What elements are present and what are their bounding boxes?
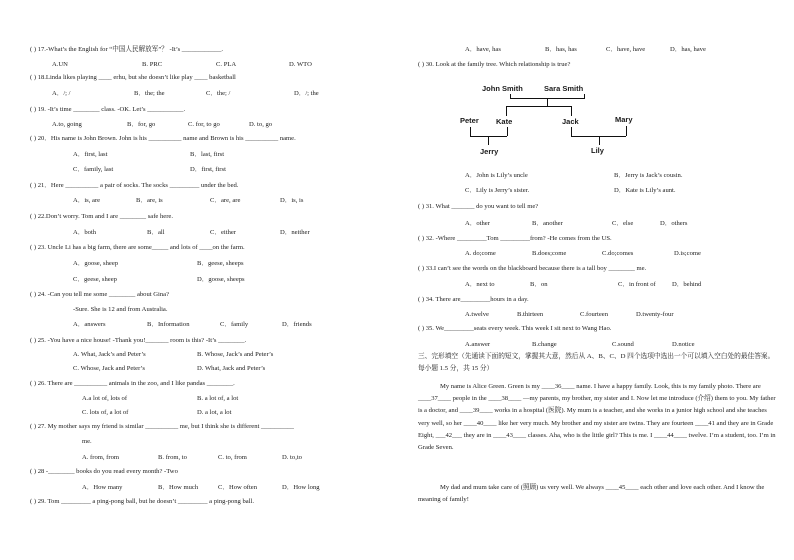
q31-opt-c[interactable]: C．else xyxy=(612,220,634,227)
q32-opt-d[interactable]: D.is;come xyxy=(674,250,701,257)
q25-opt-c[interactable]: C. Whose, Jack and Peter’s xyxy=(73,365,145,372)
q34-opt-c[interactable]: C.fourteen xyxy=(580,311,609,318)
q30-opt-c[interactable]: C．Lily is Jerry’s sister. xyxy=(465,187,530,194)
q21-opt-a[interactable]: A．is, are xyxy=(73,197,101,204)
q17-opt-c[interactable]: C. PLA xyxy=(216,61,237,68)
tree-sara-smith: Sara Smith xyxy=(544,84,584,93)
q34-opt-d[interactable]: D.twenty-four xyxy=(636,311,674,318)
q24-stem-reply: -Sure. She is 12 and from Australia. xyxy=(73,306,168,313)
q35-opt-a[interactable]: A.answer xyxy=(465,341,491,348)
q30-opt-d[interactable]: D．Kate is Lily’s aunt. xyxy=(614,187,676,194)
q35-opt-d[interactable]: D.notice xyxy=(672,341,695,348)
tree-line xyxy=(547,98,548,106)
q17-opt-b[interactable]: B. PRC xyxy=(142,61,163,68)
q24-opt-a[interactable]: A．answers xyxy=(73,321,106,328)
tree-jack: Jack xyxy=(562,117,579,126)
q20-opt-b[interactable]: B．last, first xyxy=(190,151,225,158)
tree-mary: Mary xyxy=(615,115,633,124)
q30-opt-b[interactable]: B．Jerry is Jack’s cousin. xyxy=(614,172,683,179)
q20-opt-d[interactable]: D．first, first xyxy=(190,166,226,173)
q22-opt-b[interactable]: B．all xyxy=(147,229,165,236)
q30-opt-a[interactable]: A．John is Lily’s uncle xyxy=(465,172,528,179)
q19-opt-a[interactable]: A.to, going xyxy=(52,121,82,128)
q28-opt-d[interactable]: D．How long xyxy=(282,484,320,491)
q27-stem: ( ) 27. My mother says my friend is similar __________ me, but I think she is different __________ xyxy=(30,423,294,430)
q26-opt-d[interactable]: D. a lot, a lot xyxy=(197,409,232,416)
q31-opt-b[interactable]: B．another xyxy=(532,220,563,227)
q26-opt-c[interactable]: C. lots of, a lot of xyxy=(82,409,129,416)
q31-opt-a[interactable]: A．other xyxy=(465,220,490,227)
tree-kate: Kate xyxy=(496,117,513,126)
q19-opt-b[interactable]: B．for, go xyxy=(127,121,156,128)
tree-line xyxy=(599,136,600,145)
q32-stem: ( ) 32. -Where _________Tom _________from? -He comes from the US. xyxy=(418,235,612,242)
q27-opt-b[interactable]: B. from, to xyxy=(158,454,187,461)
q28-opt-a[interactable]: A．How many xyxy=(82,484,123,491)
tree-line xyxy=(571,106,572,116)
cloze-paragraph-1: My name is Alice Green. Green is my ____36____ name. I have a happy family. Look, this is my family photo. There are ____37____ people in the ____38____ —my parents, my brother, my sister and I. Now let me introduce (介绍) them to you. My father is a doctor, and ____39____ works in a hospital (医院). My mum is a teacher, and she works in a junior high school and she teaches very well, so her ____40____ like her very much. My brother and my sister are twins. They are fourteen ____41 and they are in Grade Eight, ___42___ they are in ____43____ classes. Aha, who is the little girl? This is me. I ____44____ twelve. I’m a student, too. I’m in Grade Seven. xyxy=(418,383,776,452)
q23-opt-b[interactable]: B．geese, sheeps xyxy=(197,260,244,267)
q23-opt-c[interactable]: C．geese, sheep xyxy=(73,276,117,283)
q19-opt-c[interactable]: C. for, to go xyxy=(188,121,220,128)
q29-opt-b[interactable]: B．has, has xyxy=(545,46,577,53)
q33-opt-a[interactable]: A．next to xyxy=(465,281,495,288)
q32-opt-a[interactable]: A. do;come xyxy=(465,250,496,257)
q29-opt-a[interactable]: A．have, has xyxy=(465,46,501,53)
q35-opt-b[interactable]: B.change xyxy=(532,341,557,348)
q25-opt-b[interactable]: B. Whose, Jack’s and Peter’s xyxy=(197,351,274,358)
q22-stem: ( ) 22.Don’t worry. Tom and I are ________ safe here. xyxy=(30,213,173,220)
q35-stem: ( ) 35. We_________seats every week. This week I sit next to Wang Hao. xyxy=(418,325,612,332)
q23-stem: ( ) 23. Uncle Li has a big farm, there are some_____ and lots of ____on the farm. xyxy=(30,244,245,251)
tree-line xyxy=(488,136,489,145)
q24-opt-d[interactable]: D．friends xyxy=(282,321,312,328)
q27-opt-a[interactable]: A. from, from xyxy=(82,454,119,461)
q30-stem: ( ) 30. Look at the family tree. Which relationship is true? xyxy=(418,61,571,68)
tree-lily: Lily xyxy=(591,146,604,155)
q24-stem: ( ) 24. -Can you tell me some ________ about Gina? xyxy=(30,291,169,298)
q31-opt-d[interactable]: D．others xyxy=(660,220,688,227)
q28-stem: ( ) 28 -________ books do you read every month? -Two xyxy=(30,468,178,475)
q18-opt-b[interactable]: B．the; the xyxy=(134,90,165,97)
q21-opt-c[interactable]: C．are, are xyxy=(210,197,241,204)
q31-stem: ( ) 31. What _______ do you want to tell me? xyxy=(418,203,539,210)
q27-opt-c[interactable]: C. to, from xyxy=(218,454,247,461)
q21-opt-d[interactable]: D．is, is xyxy=(280,197,304,204)
q34-opt-a[interactable]: A.twelve xyxy=(465,311,489,318)
q20-opt-c[interactable]: C．family, last xyxy=(73,166,114,173)
q32-opt-b[interactable]: B.does;come xyxy=(532,250,567,257)
q33-opt-c[interactable]: C．in front of xyxy=(618,281,656,288)
tree-peter: Peter xyxy=(460,116,479,125)
q34-opt-b[interactable]: B.thirteen xyxy=(517,311,544,318)
q22-opt-d[interactable]: D．neither xyxy=(280,229,310,236)
q25-opt-d[interactable]: D. What, Jack and Peter’s xyxy=(197,365,266,372)
q18-opt-a[interactable]: A．/; / xyxy=(52,90,71,97)
q28-opt-b[interactable]: B．How much xyxy=(158,484,199,491)
family-tree-diagram xyxy=(458,84,658,164)
q35-opt-c[interactable]: C.sound xyxy=(612,341,634,348)
q29-opt-d[interactable]: D．has, have xyxy=(670,46,706,53)
q33-stem: ( ) 33.I can’t see the words on the blackboard because there is a tall boy ________ me. xyxy=(418,265,647,272)
q19-opt-d[interactable]: D. to, go xyxy=(249,121,273,128)
q22-opt-a[interactable]: A．both xyxy=(73,229,97,236)
q29-stem: ( ) 29. Tom _________ a ping-pong ball, but he doesn’t _________ a ping-pong ball. xyxy=(30,498,255,505)
q23-opt-d[interactable]: D．goose, sheeps xyxy=(197,276,245,283)
q28-opt-c[interactable]: C．How often xyxy=(218,484,258,491)
q34-stem: ( ) 34. There are_________hours in a day. xyxy=(418,296,529,303)
q25-stem: ( ) 25. -You have a nice house! -Thank you!_______ room is this? -It’s ________. xyxy=(30,337,247,344)
tree-line xyxy=(506,106,571,107)
tree-john-smith: John Smith xyxy=(482,84,523,93)
q17-opt-a[interactable]: A.UN xyxy=(52,61,68,68)
q33-opt-b[interactable]: B．on xyxy=(530,281,548,288)
q18-opt-c[interactable]: C．the; / xyxy=(206,90,231,97)
q26-opt-a[interactable]: A.a lot of, lots of xyxy=(82,395,128,402)
q18-stem: ( ) 18.Linda likes playing ____ erhu, but she doesn’t like play ____ basketball xyxy=(30,74,236,81)
q24-opt-c[interactable]: C．family xyxy=(220,321,249,328)
q32-opt-c[interactable]: C.do;comes xyxy=(602,250,634,257)
q20-opt-a[interactable]: A．first, last xyxy=(73,151,108,158)
tree-line xyxy=(470,127,471,136)
q20-stem: ( ) 20．His name is John Brown. John is his __________ name and Brown is his __________ name. xyxy=(30,135,296,142)
q25-opt-a[interactable]: A. What, Jack’s and Peter’s xyxy=(73,351,146,358)
tree-line xyxy=(506,106,507,116)
q27-opt-d[interactable]: D. to,to xyxy=(282,454,302,461)
q19-stem: ( ) 19. -It’s time ________ class. -OK. Let’s ___________. xyxy=(30,106,186,113)
q29-opt-c[interactable]: C．have, have xyxy=(606,46,646,53)
cloze-paragraph-2: My dad and mum take care of (照顾) us very well. We always ____45____ each other and love each other. And I know the meaning of family! xyxy=(418,484,765,504)
left-column xyxy=(30,0,392,560)
right-column xyxy=(418,0,776,560)
q33-opt-d[interactable]: D．behind xyxy=(672,281,702,288)
tree-line xyxy=(507,127,508,136)
q26-stem: ( ) 26. There are __________ animals in the zoo, and I like pandas ________. xyxy=(30,380,235,387)
q21-opt-b[interactable]: B．are, is xyxy=(136,197,163,204)
tree-line xyxy=(626,126,627,136)
q23-opt-a[interactable]: A．goose, sheep xyxy=(73,260,119,267)
tree-line xyxy=(571,127,572,136)
section3-title: 三、完形填空（先通读下面的短文，掌握其大意，然后从 A、B、C、D 四个选项中选出一个可以填入空白处的最佳答案。每小题 1.5 分，共 15 分） xyxy=(418,353,775,373)
q21-stem: ( ) 21．Here __________ a pair of socks. The socks _________ under the bed. xyxy=(30,182,239,189)
q27-stem-cont: me. xyxy=(82,438,92,445)
q22-opt-c[interactable]: C．either xyxy=(210,229,237,236)
q18-opt-d[interactable]: D．/; the xyxy=(294,90,319,97)
q26-opt-b[interactable]: B. a lot of, a lot xyxy=(197,395,239,402)
tree-line xyxy=(584,94,585,99)
q24-opt-b[interactable]: B．Information xyxy=(147,321,190,328)
q17-stem: ( ) 17.-What’s the English for “中国人民解放军”？ -It’s ____________. xyxy=(30,46,224,53)
tree-jerry: Jerry xyxy=(480,147,499,156)
q17-opt-d[interactable]: D. WTO xyxy=(289,61,312,68)
